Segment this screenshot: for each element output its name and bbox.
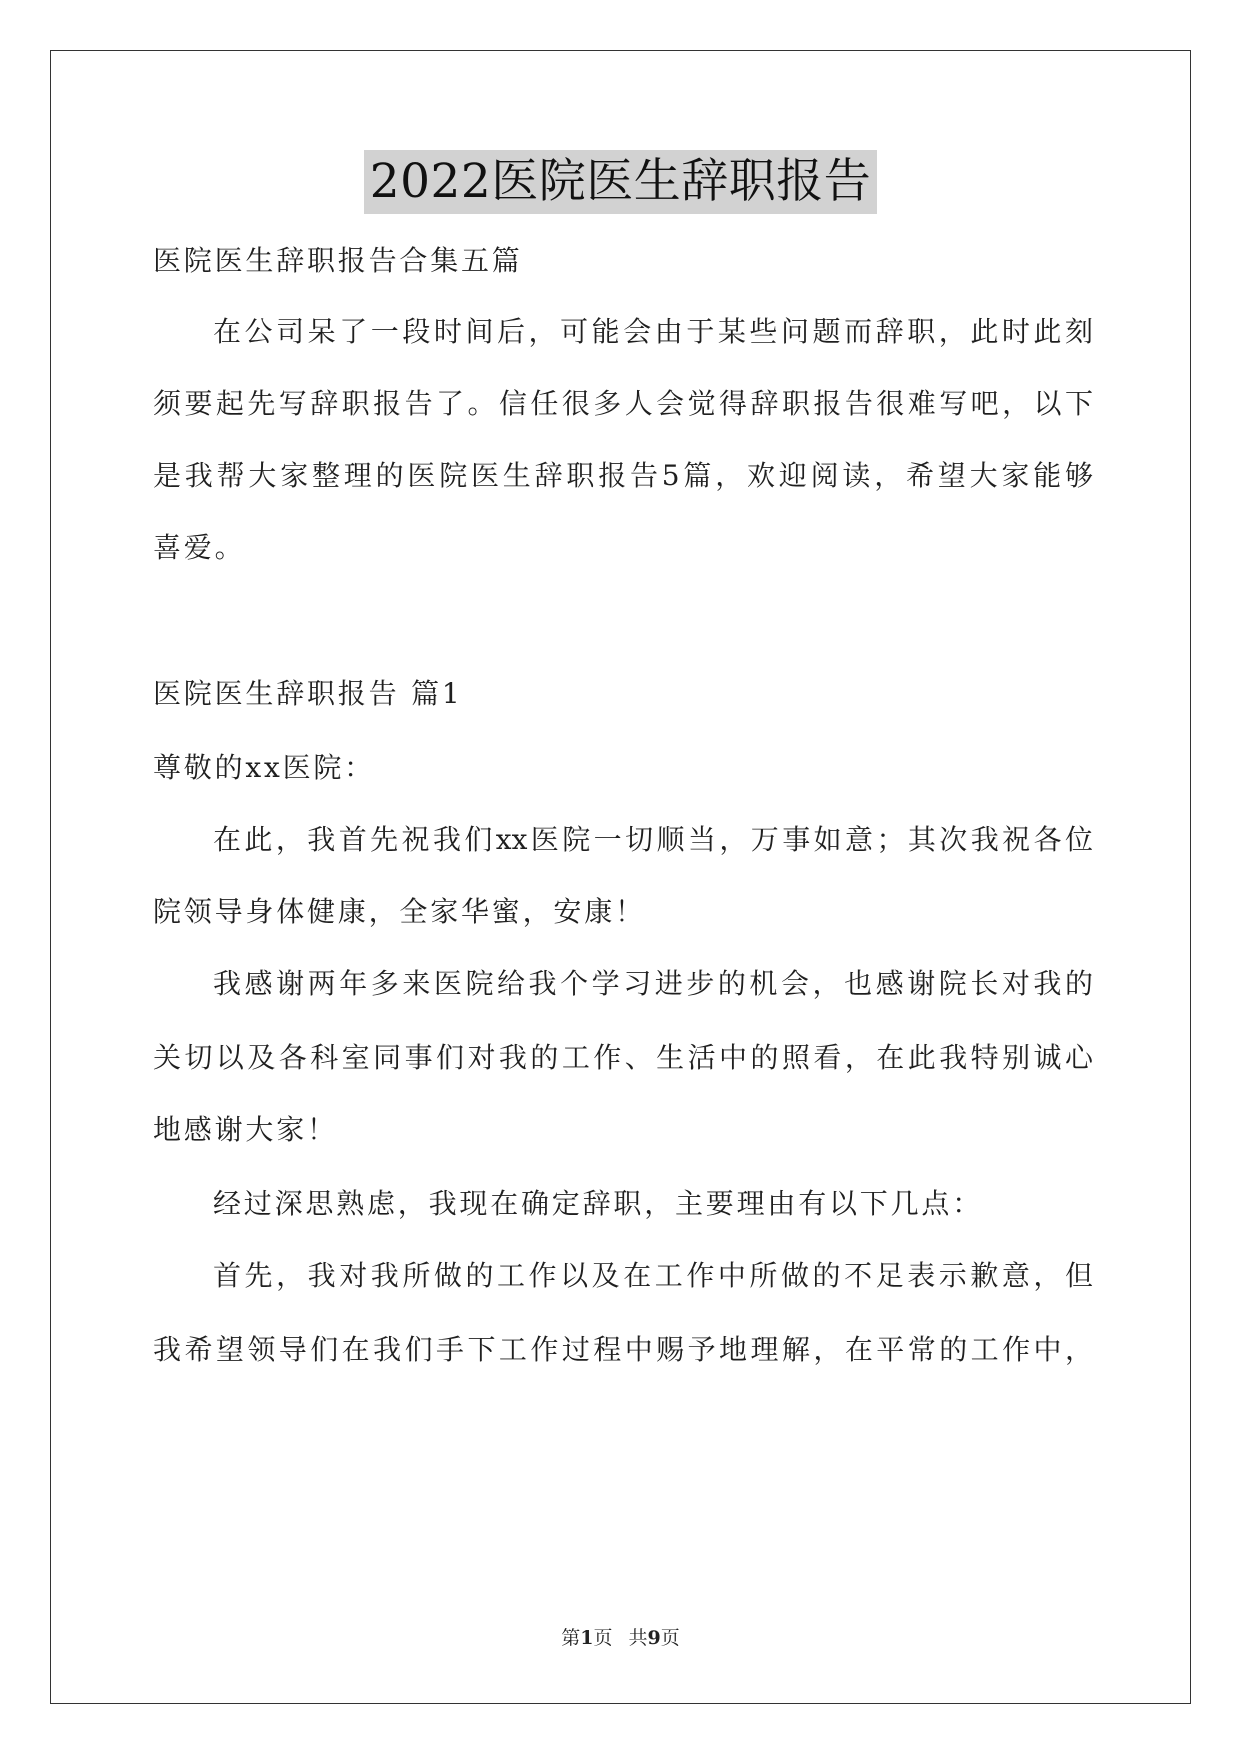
document-title-wrap: [0, 150, 1241, 214]
body-line: 地感谢大家！: [153, 1113, 338, 1146]
body-line: 我希望领导们在我们手下工作过程中赐予地理解，在平常的工作中，: [153, 1333, 1093, 1366]
body-line: 首先，我对我所做的工作以及在工作中所做的不足表示歉意，但: [213, 1259, 1093, 1292]
body-line: 在此，我首先祝我们xx医院一切顺当，万事如意；其次我祝各位: [213, 823, 1093, 856]
section-heading: 医院医生辞职报告 篇1: [153, 677, 463, 710]
intro-line: 喜爱。: [153, 531, 246, 564]
page-number: 1: [580, 1627, 594, 1649]
body-line: 关切以及各科室同事们对我的工作、生活中的照看，在此我特别诚心: [153, 1041, 1093, 1074]
body-line: 我感谢两年多来医院给我个学习进步的机会，也感谢院长对我的: [213, 967, 1093, 1000]
document-title: 2022医院医生辞职报告: [364, 150, 878, 214]
intro-line: 须要起先写辞职报告了。信任很多人会觉得辞职报告很难写吧，以下: [153, 387, 1093, 420]
page-total: 9: [647, 1627, 661, 1649]
total-suffix: 页: [660, 1627, 680, 1649]
intro-line: 是我帮大家整理的医院医生辞职报告5篇，欢迎阅读，希望大家能够: [153, 459, 1093, 492]
salutation: 尊敬的xx医院：: [153, 751, 375, 784]
page-footer: [0, 1626, 1241, 1650]
page-suffix: 页: [593, 1627, 613, 1649]
document-subtitle: 医院医生辞职报告合集五篇: [153, 244, 523, 277]
page-prefix: 第: [561, 1627, 581, 1649]
page-border: [50, 50, 1191, 1704]
body-line: 经过深思熟虑，我现在确定辞职，主要理由有以下几点：: [213, 1187, 984, 1220]
intro-line: 在公司呆了一段时间后，可能会由于某些问题而辞职，此时此刻: [213, 315, 1093, 348]
total-prefix: 共: [628, 1627, 648, 1649]
body-line: 院领导身体健康，全家华蜜，安康！: [153, 895, 646, 928]
